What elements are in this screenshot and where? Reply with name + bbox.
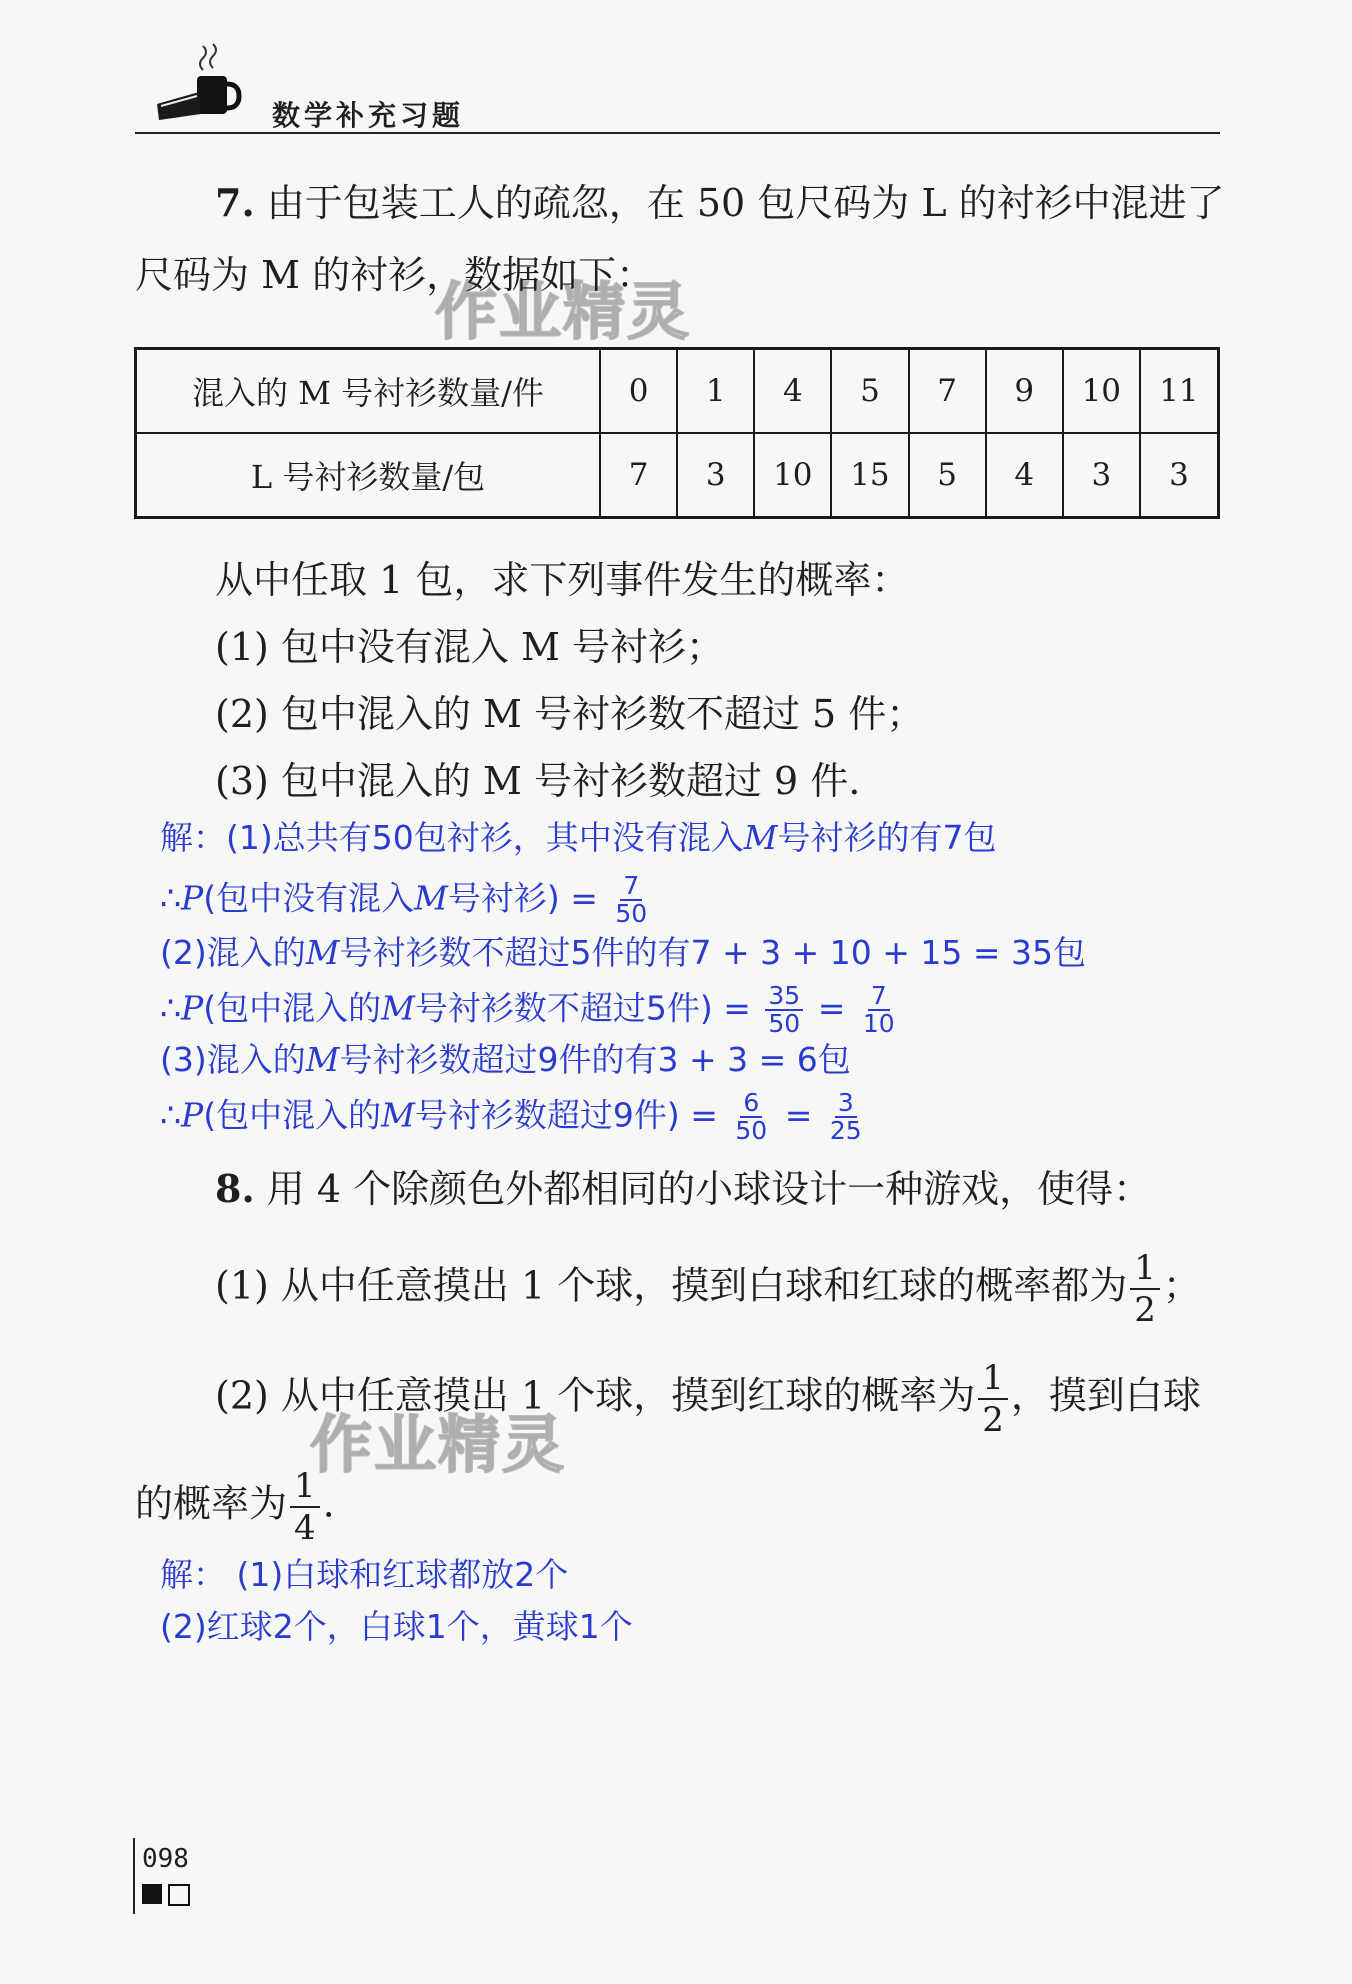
fraction: $\frac{35}{50}$	[765, 983, 803, 1037]
table-cell: 4	[986, 433, 1063, 516]
answer-line: ∴P(包中混入的M号衬衫数不超过5件) = $\frac{35}{50}$ = $\frac{7}{10}$	[160, 983, 902, 1037]
data-table	[134, 347, 1220, 519]
table-cell: 4	[754, 350, 831, 433]
fraction: $\frac{1}{2}$	[1130, 1248, 1160, 1330]
table-cell: 3	[1140, 433, 1217, 516]
question-8-line1	[215, 1164, 1151, 1214]
sub-question-2: (2) 从中任意摸出 1 个球，摸到红球的概率为 $\frac{1}{2}$ ，摸到白球	[215, 1358, 1201, 1440]
table-cell: 10	[1063, 350, 1140, 433]
sub-question-1: (1) 包中没有混入 M 号衬衫；	[215, 625, 724, 669]
header-title: 数学补充习题	[272, 99, 465, 132]
footer-divider	[133, 1838, 135, 1914]
question-text: 用 4 个除颜色外都相同的小球设计一种游戏，使得：	[266, 1167, 1152, 1211]
fraction: $\frac{1}{2}$	[978, 1358, 1008, 1440]
sub-question-3: (3) 包中混入的 M 号衬衫数超过 9 件.	[215, 759, 861, 803]
question-text: 由于包装工人的疏忽，在 50 包尺码为 L 的衬衫中混进了	[266, 181, 1225, 225]
answer-line: ∴P(包中混入的M号衬衫数超过9件) = $\frac{6}{50}$ = $\frac{3}{25}$	[160, 1090, 869, 1144]
answer-line: (2)红球2个，白球1个，黄球1个	[160, 1607, 633, 1646]
sub-question-2-cont: 的概率为 $\frac{1}{4}$ .	[135, 1466, 335, 1548]
row-header: 混入的 M 号衬衫数量/件	[137, 350, 600, 433]
table-cell: 5	[909, 433, 986, 516]
row-header: L 号衬衫数量/包	[137, 433, 600, 516]
answer-line: 解： (1)白球和红球都放2个	[160, 1555, 569, 1594]
question-7-line1	[215, 178, 1225, 228]
fraction: $\frac{7}{50}$	[615, 871, 648, 928]
sub-question-1: (1) 从中任意摸出 1 个球，摸到白球和红球的概率都为 $\frac{1}{2}$ ；	[215, 1248, 1201, 1330]
book-and-mug-icon	[155, 42, 245, 122]
question-7-line2: 尺码为 M 的衬衫，数据如下：	[135, 253, 655, 297]
table-cell: 7	[600, 433, 677, 516]
fraction: $\frac{3}{25}$	[829, 1088, 862, 1145]
table-cell: 1	[677, 350, 754, 433]
question-prompt: 从中任取 1 包，求下列事件发生的概率：	[215, 558, 910, 602]
table-cell: 3	[1063, 433, 1140, 516]
watermark: 作业精灵	[310, 1408, 567, 1481]
answer-line: (2)混入的M号衬衫数不超过5件的有7 + 3 + 10 + 15 = 35包	[160, 933, 1087, 972]
header-divider	[135, 132, 1220, 134]
table-cell: 15	[831, 433, 908, 516]
table-cell: 3	[677, 433, 754, 516]
watermark: 作业精灵	[435, 275, 692, 348]
table-cell: 7	[909, 350, 986, 433]
table-row	[137, 350, 1217, 433]
filled-square-icon	[142, 1884, 162, 1904]
table-cell: 9	[986, 350, 1063, 433]
table-cell: 11	[1140, 350, 1217, 433]
page-number: 098	[142, 1844, 189, 1874]
table-row	[137, 433, 1217, 516]
table-cell: 10	[754, 433, 831, 516]
answer-line: ∴P(包中没有混入M号衬衫) = $\frac{7}{50}$	[160, 873, 654, 927]
question-number: 7.	[215, 180, 255, 225]
sub-question-2: (2) 包中混入的 M 号衬衫数不超过 5 件；	[215, 692, 925, 736]
table-cell: 5	[831, 350, 908, 433]
fraction: $\frac{1}{4}$	[290, 1466, 320, 1548]
question-number: 8.	[215, 1166, 255, 1211]
empty-square-icon	[168, 1884, 190, 1906]
table-cell: 0	[600, 350, 677, 433]
fraction: $\frac{7}{10}$	[862, 981, 895, 1038]
answer-line: 解：(1)总共有50包衬衫，其中没有混入M号衬衫的有7包	[160, 818, 997, 857]
fraction: $\frac{6}{50}$	[735, 1088, 768, 1145]
answer-line: (3)混入的M号衬衫数超过9件的有3 + 3 = 6包	[160, 1040, 851, 1079]
